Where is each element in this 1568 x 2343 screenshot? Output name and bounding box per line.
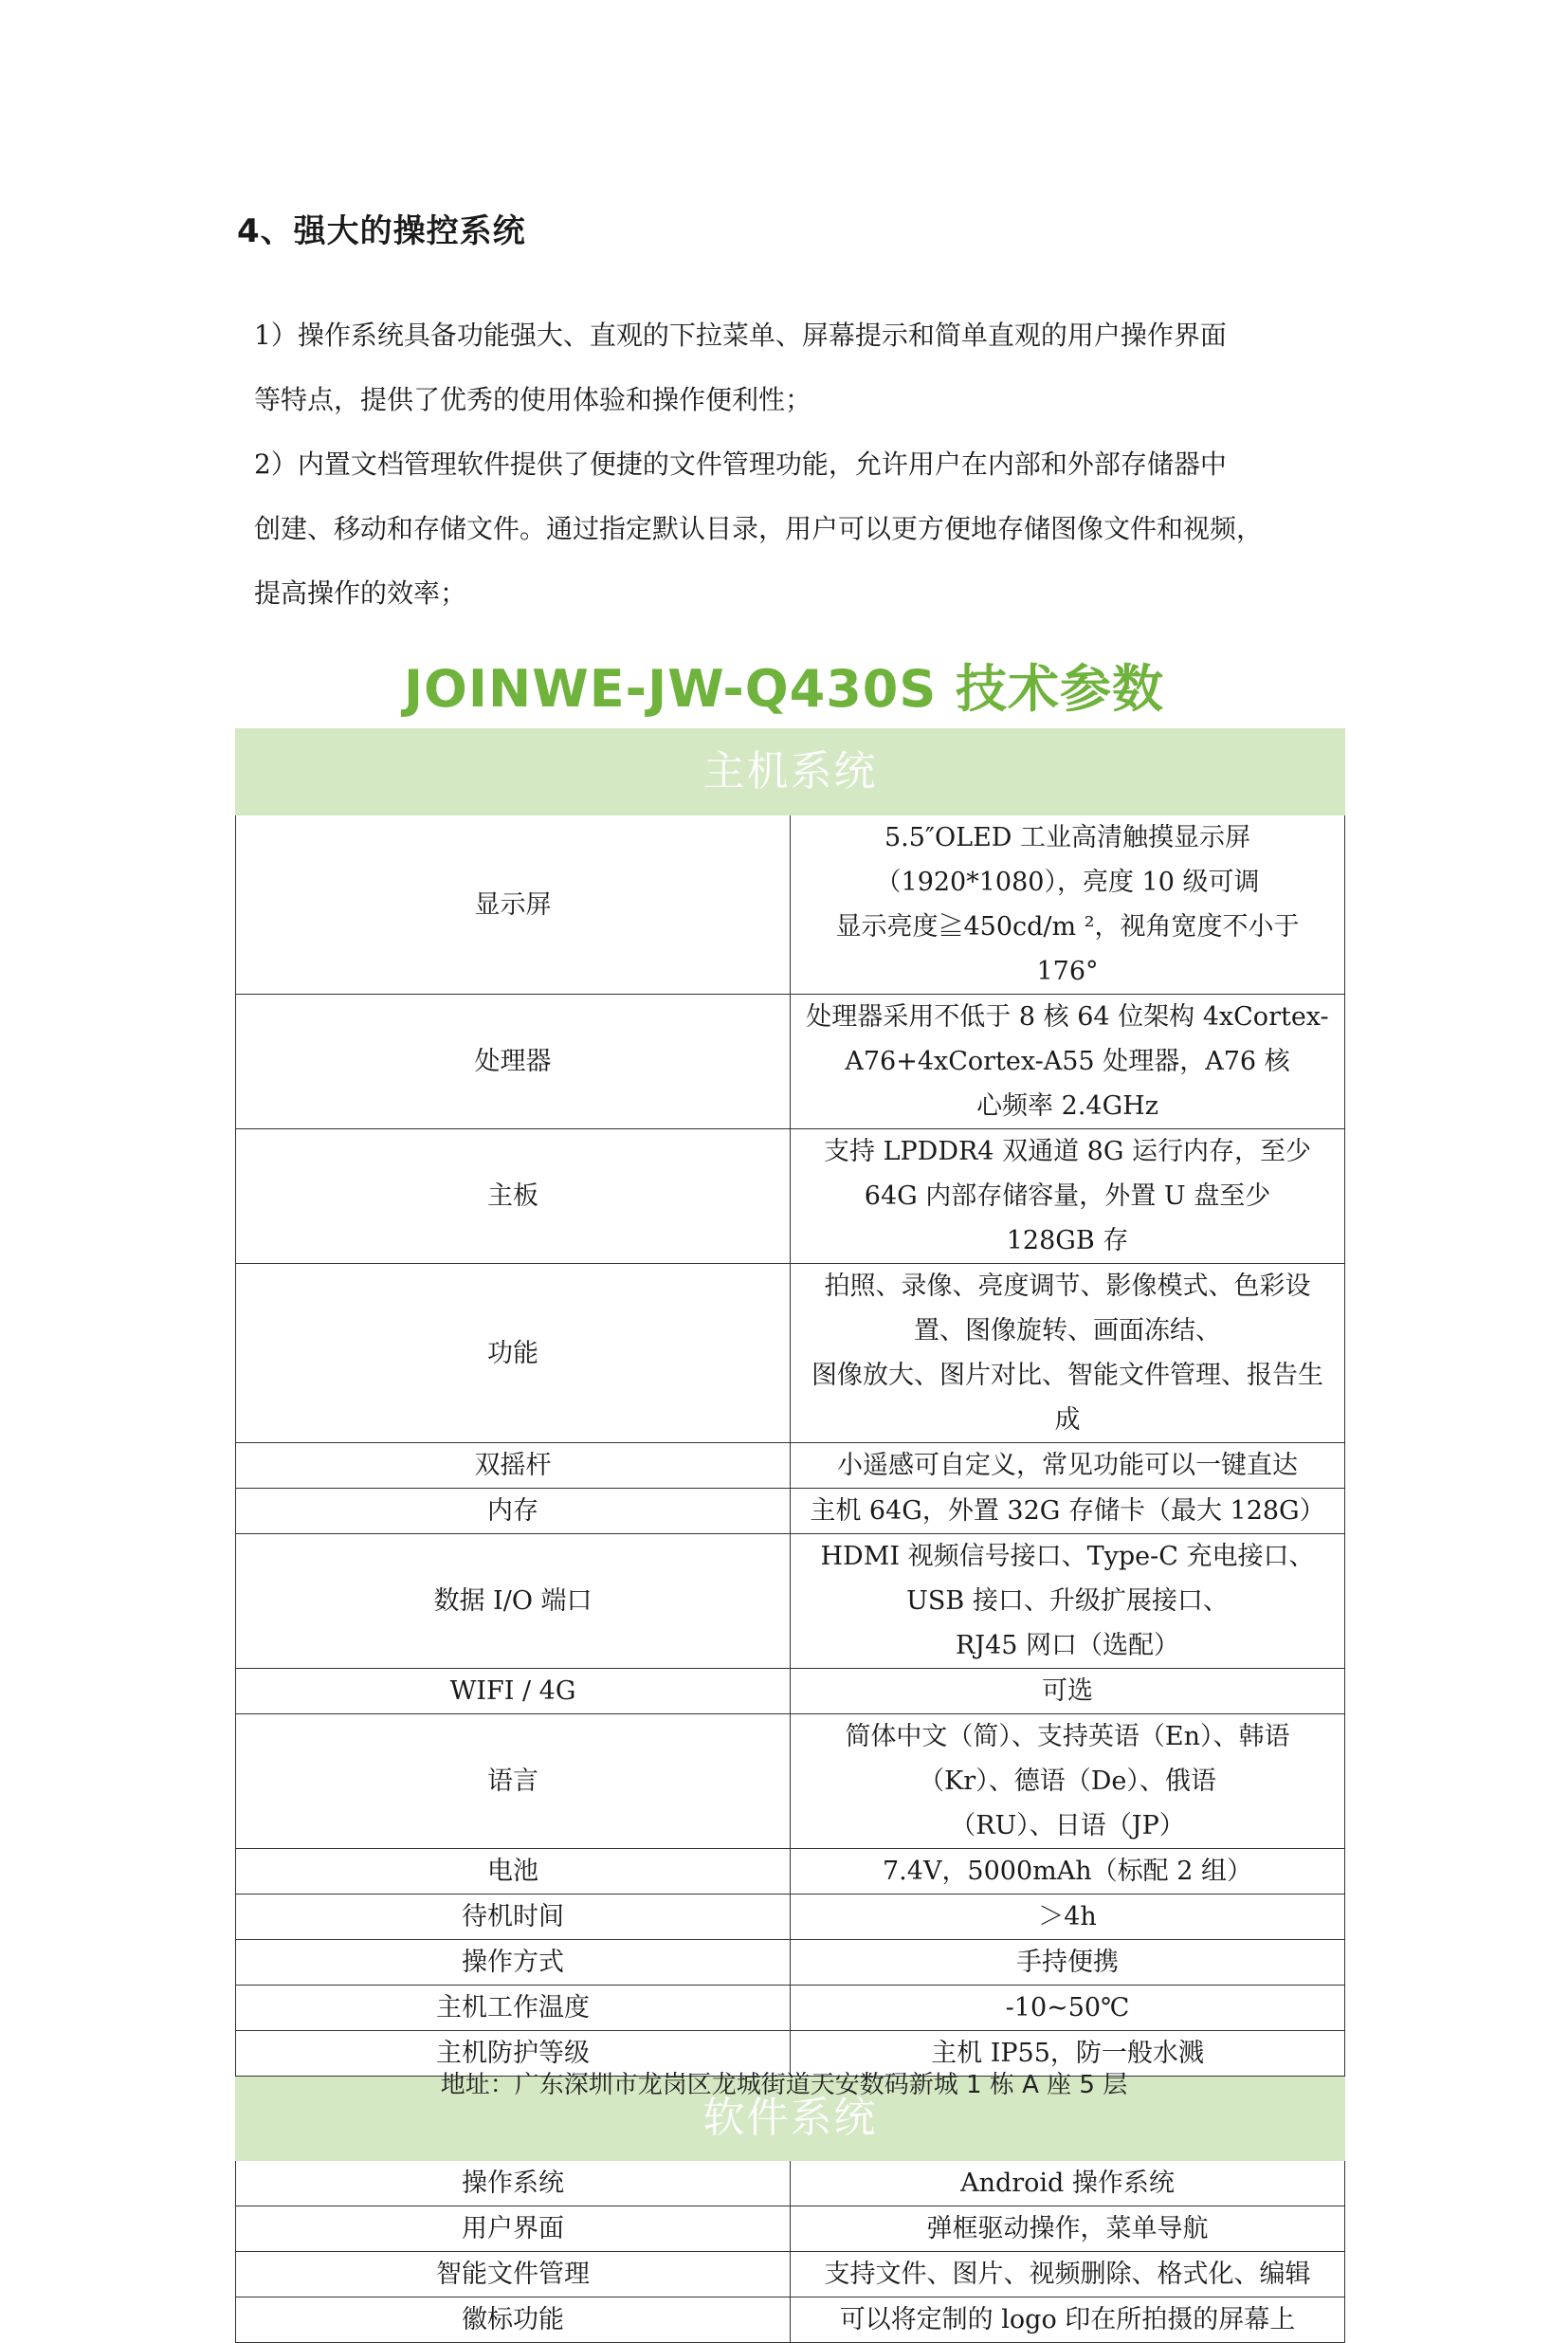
spec-value bbox=[791, 1714, 1345, 1849]
paragraph-line: 2）内置文档管理软件提供了便捷的文件管理功能，允许用户在内部和外部存储器中 bbox=[254, 448, 1227, 480]
spec-key: 双摇杆 bbox=[236, 1443, 791, 1489]
spec-key: 主机防护等级 bbox=[236, 2031, 791, 2077]
spec-key: 内存 bbox=[236, 1489, 791, 1534]
spec-value-line: 主机 IP55，防一般水溅 bbox=[931, 2039, 1204, 2068]
spec-value-line: 5.5″OLED 工业高清触摸显示屏（1920*1080），亮度 10 级可调 bbox=[875, 823, 1260, 897]
spec-row bbox=[236, 2297, 1345, 2343]
spec-value bbox=[791, 815, 1345, 995]
spec-key: 待机时间 bbox=[236, 1895, 791, 1940]
spec-row bbox=[236, 815, 1345, 995]
spec-value bbox=[791, 1534, 1345, 1669]
paragraph-line: 提高操作的效率； bbox=[254, 577, 467, 609]
spec-value-line: -10~50℃ bbox=[1005, 1993, 1130, 2023]
spec-value-line: 支持文件、图片、视频删除、格式化、编辑 bbox=[824, 2260, 1311, 2289]
spec-value bbox=[791, 2297, 1345, 2343]
section-heading: 4、强大的操控系统 bbox=[237, 212, 526, 250]
intro-paragraph bbox=[254, 303, 1297, 626]
spec-row bbox=[236, 1895, 1345, 1940]
spec-value bbox=[791, 2252, 1345, 2297]
spec-row bbox=[236, 2206, 1345, 2252]
spec-key: 语言 bbox=[236, 1714, 791, 1849]
spec-value-line: 拍照、录像、亮度调节、影像模式、色彩设置、图像旋转、画面冻结、 bbox=[824, 1272, 1311, 1345]
spec-value-line: 弹框驱动操作，菜单导航 bbox=[926, 2214, 1209, 2243]
spec-value-line: 手持便携 bbox=[1016, 1948, 1119, 1977]
paragraph-line: 等特点，提供了优秀的使用体验和操作便利性； bbox=[254, 384, 812, 415]
spec-key: 操作系统 bbox=[236, 2161, 791, 2206]
section-header: 主机系统 bbox=[236, 729, 1345, 815]
spec-value-line: 图像放大、图片对比、智能文件管理、报告生成 bbox=[811, 1361, 1323, 1435]
spec-value-line: Android 操作系统 bbox=[960, 2169, 1175, 2198]
spec-row bbox=[236, 1714, 1345, 1849]
paragraph-line: 1）操作系统具备功能强大、直观的下拉菜单、屏幕提示和简单直观的用户操作界面 bbox=[254, 320, 1227, 351]
spec-value bbox=[791, 1264, 1345, 1443]
spec-key: 电池 bbox=[236, 1849, 791, 1895]
spec-key: 处理器 bbox=[236, 995, 791, 1129]
spec-value-line: 处理器采用不低于 8 核 64 位架构 4xCortex-A76+4xCortex-A55 处理器，A76 核 bbox=[806, 1002, 1329, 1076]
spec-value-line: ＞4h bbox=[1038, 1902, 1097, 1931]
spec-key: 用户界面 bbox=[236, 2206, 791, 2252]
spec-key: 显示屏 bbox=[236, 815, 791, 995]
spec-key: 主板 bbox=[236, 1129, 791, 1264]
spec-value-line: 显示亮度≧450cd/m ²，视角宽度不小于 176° bbox=[835, 912, 1300, 986]
spec-value-line: 小遥感可自定义，常见功能可以一键直达 bbox=[837, 1451, 1298, 1480]
spec-value bbox=[791, 1489, 1345, 1534]
section-header: 软件系统 bbox=[236, 2077, 1345, 2161]
spec-value bbox=[791, 1895, 1345, 1940]
spec-row bbox=[236, 1129, 1345, 1264]
spec-key: 智能文件管理 bbox=[236, 2252, 791, 2297]
spec-value-line: 主机 64G，外置 32G 存储卡（最大 128G） bbox=[810, 1496, 1325, 1526]
spec-value bbox=[791, 1129, 1345, 1264]
footer-address: 地址：广东深圳市龙岗区龙城街道天安数码新城 1 栋 A 座 5 层 bbox=[440, 2071, 1128, 2099]
spec-table bbox=[235, 728, 1345, 2343]
spec-value bbox=[791, 995, 1345, 1129]
spec-value-line: RJ45 网口（选配） bbox=[955, 1631, 1180, 1660]
spec-key: WIFI / 4G bbox=[236, 1669, 791, 1714]
paragraph-line: 创建、移动和存储文件。通过指定默认目录，用户可以更方便地存储图像文件和视频， bbox=[254, 513, 1264, 544]
spec-value bbox=[791, 2206, 1345, 2252]
spec-value-line: 简体中文（简）、支持英语（En）、韩语（Kr）、德语（De）、俄语 bbox=[845, 1722, 1290, 1796]
spec-row bbox=[236, 1443, 1345, 1489]
spec-value bbox=[791, 2161, 1345, 2206]
spec-row bbox=[236, 995, 1345, 1129]
spec-key: 主机工作温度 bbox=[236, 1986, 791, 2031]
spec-value-line: （RU）、日语（JP） bbox=[950, 1811, 1185, 1840]
spec-row bbox=[236, 1940, 1345, 1986]
spec-value-line: 心频率 2.4GHz bbox=[976, 1091, 1158, 1121]
section-header-row bbox=[236, 729, 1345, 815]
spec-table-body bbox=[236, 729, 1345, 2343]
spec-value bbox=[791, 1849, 1345, 1895]
spec-value-line: 可以将定制的 logo 印在所拍摄的屏幕上 bbox=[839, 2305, 1296, 2334]
spec-row bbox=[236, 2252, 1345, 2297]
spec-value bbox=[791, 1669, 1345, 1714]
spec-value-line: 7.4V，5000mAh（标配 2 组） bbox=[883, 1857, 1252, 1886]
spec-row bbox=[236, 2161, 1345, 2206]
spec-value-line: 128GB 存 bbox=[1006, 1226, 1129, 1255]
spec-value-line: 可选 bbox=[1042, 1676, 1093, 1706]
spec-value bbox=[791, 1443, 1345, 1489]
spec-key: 数据 I/O 端口 bbox=[236, 1534, 791, 1669]
spec-row bbox=[236, 1669, 1345, 1714]
spec-row bbox=[236, 1489, 1345, 1534]
spec-value-line: HDMI 视频信号接口、Type-C 充电接口、USB 接口、升级扩展接口、 bbox=[820, 1542, 1315, 1616]
spec-value-line: 支持 LPDDR4 双通道 8G 运行内存，至少 64G 内部存储容量，外置 U 盘至少 bbox=[824, 1137, 1311, 1211]
spec-key: 操作方式 bbox=[236, 1940, 791, 1986]
spec-row bbox=[236, 1264, 1345, 1443]
spec-value bbox=[791, 1940, 1345, 1986]
spec-key: 徽标功能 bbox=[236, 2297, 791, 2343]
spec-row bbox=[236, 1986, 1345, 2031]
spec-key: 功能 bbox=[236, 1264, 791, 1443]
spec-table-title: JOINWE-JW-Q430S 技术参数 bbox=[403, 659, 1165, 719]
spec-value bbox=[791, 1986, 1345, 2031]
spec-row bbox=[236, 1849, 1345, 1895]
spec-row bbox=[236, 1534, 1345, 1669]
